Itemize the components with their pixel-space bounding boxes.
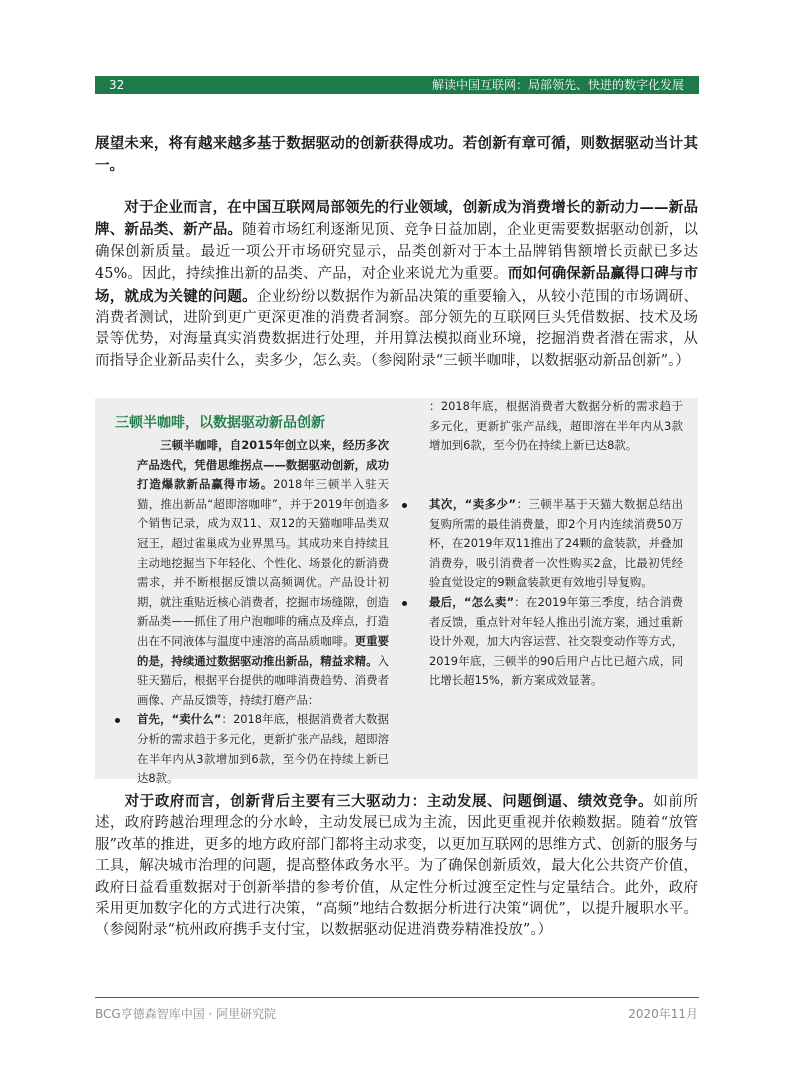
- bullet3-bold: 最后，“怎么卖”: [429, 594, 515, 609]
- government-bold: 对于政府而言，创新背后主要有三大驱动力：主动发展、问题倒逼、绩效竞争。: [124, 793, 654, 810]
- paragraph-outlook: [95, 133, 698, 178]
- bullet-what-to-sell: [137, 710, 389, 786]
- case-study-left-column: [137, 436, 389, 786]
- enterprise-text-2: 企业纷纷以数据作为新品决策的重要输入，从较小范围的市场调研、消费者测试，进阶到更广更深更准的消费者洞察。部分领先的互联网巨头凭借数据、技术及场景等优势，对海量真实消费数据进行处理，并用算法模拟商业环境，挖掘消费者潜在需求，从而指导企业新品卖什么，卖多少，怎么卖。（参阅附录“三顿半咖啡，以数据驱动新品创新”。）: [95, 288, 699, 369]
- paragraph-government: [95, 791, 698, 942]
- case-study-intro: [137, 436, 389, 710]
- bullet2-bold: 其次，“卖多少”: [429, 497, 517, 511]
- header-title: 解读中国互联网：局部领先、快进的数字化发展: [431, 78, 684, 92]
- enterprise-bold-2: 而如何确保新品赢得口碑与市场，就成为关键的问题。: [95, 265, 698, 305]
- case-study-right-column: [429, 399, 683, 691]
- enterprise-bold-1: 对于企业而言，在中国互联网局部领先的行业领域，创新成为消费增长的新动力——新品牌、新品类、新产品。: [95, 199, 698, 239]
- bullet2-text: ：三顿半基于天猫大数据总结出复购所需的最佳消费量，即2个月内连续消费50万杯，在2019年双11推出了24颗的盒装款，并叠加消费券，吸引消费者一次性购买2盒，比最初凭经验直觉设定的9颗盒装款更有效地引导复购。: [429, 497, 683, 590]
- case-mid-text: 入驻天猫后，根据平台提供的咖啡消费趋势、消费者画像、产品反馈等，持续打磨产品：: [137, 653, 389, 707]
- case-mid-bold: 更重要的是，持续通过数据驱动推出新品，精益求精。: [137, 633, 389, 668]
- bullet3-text: ：在2019年第三季度，结合消费者反馈，重点针对年轻人推出引流方案，通过重新设计外观，加大内容运营、社交裂变动作等方式，2019年底，三顿半的90后用户占比已超六成，同比增长超15%，新方案成效显著。: [429, 594, 683, 688]
- paragraph-enterprise: [95, 197, 698, 372]
- footer-divider: [95, 997, 699, 998]
- bullet1-text: ：2018年底，根据消费者大数据分析的需求趋于多元化，更新扩张产品线，超即溶在半年内从3款增加到6款，至今仍在持续上新已达8款。: [137, 712, 389, 786]
- bullet-how-to-sell: [429, 593, 683, 691]
- footer-publisher: BCG亨德森智库中国 · 阿里研究院: [95, 1007, 277, 1021]
- bullet-dot: [402, 503, 407, 508]
- bullet1-bold: 首先，“卖什么”: [137, 712, 222, 727]
- bullet-dot: [115, 718, 120, 723]
- bullet1-continuation-text: ：2018年底，根据消费者大数据分析的需求趋于多元化，更新扩张产品线，超即溶在半年内从3款增加到6款，至今仍在持续上新已达8款。: [429, 399, 683, 453]
- government-text: 如前所述，政府跨越治理理念的分水岭，主动发展已成为主流，因此更重视并依赖数据。随着“放管服”改革的推进，更多的地方政府部门都将主动求变，以更加互联网的思维方式、创新的服务与工具，解决城市治理的问题，提高整体政务水平。为了确保创新质效，最大化公共资产价值，政府日益看重数据对于创新举措的参考价值，从定性分析过渡至定性与定量结合。此外，政府采用更加数字化的方式进行决策，“高频”地结合数据分析进行决策“调优”，以提升履职水平。（参阅附录“杭州政府携手支付宝，以数据驱动促进消费券精准投放”。）: [95, 794, 699, 939]
- enterprise-text-1: 随着市场红利逐渐见顶、竞争日益加剧，企业更需要数据驱动创新，以确保创新质量。最近一项公开市场研究显示，品类创新对于本土品牌销售额增长贡献已多达45%。因此，持续推出新的品类、产品，对企业来说尤为重要。: [95, 222, 698, 283]
- page-header: [95, 76, 699, 94]
- footer-date: 2020年11月: [628, 1007, 698, 1021]
- case-study-title: 三顿半咖啡，以数据驱动新品创新: [115, 415, 325, 431]
- case-intro-text: 2018年三顿半入驻天猫，推出新品“超即溶咖啡”，并于2019年创造多个销售记录，成为双11、双12的天猫咖啡品类双冠王，超过雀巢成为业界黑马。其成功来自持续且主动地挖掘当下年轻化、个性化、场景化的新消费需求，并不断根据反馈以高频调优。产品设计初期，就注重贴近核心消费者，挖掘市场缝隙，创造新品类——抓住了用户泡咖啡的痛点及痒点，打造出在不同液体与温度中速溶的高品质咖啡。: [137, 477, 389, 648]
- paragraph-outlook-bold: 展望未来，将有越来越多基于数据驱动的创新获得成功。若创新有章可循，则数据驱动当计其一。: [95, 135, 698, 175]
- bullet-dot: [402, 601, 407, 606]
- bullet-how-much: [429, 495, 683, 593]
- case-intro-bold: 三顿半咖啡，自2015年创立以来，经历多次产品迭代，凭借思维拐点——数据驱动创新，成功打造爆款新品赢得市场。: [137, 438, 389, 492]
- bullet1-continuation: [429, 399, 683, 495]
- page-number: 32: [109, 78, 125, 92]
- case-study-box: [95, 398, 698, 786]
